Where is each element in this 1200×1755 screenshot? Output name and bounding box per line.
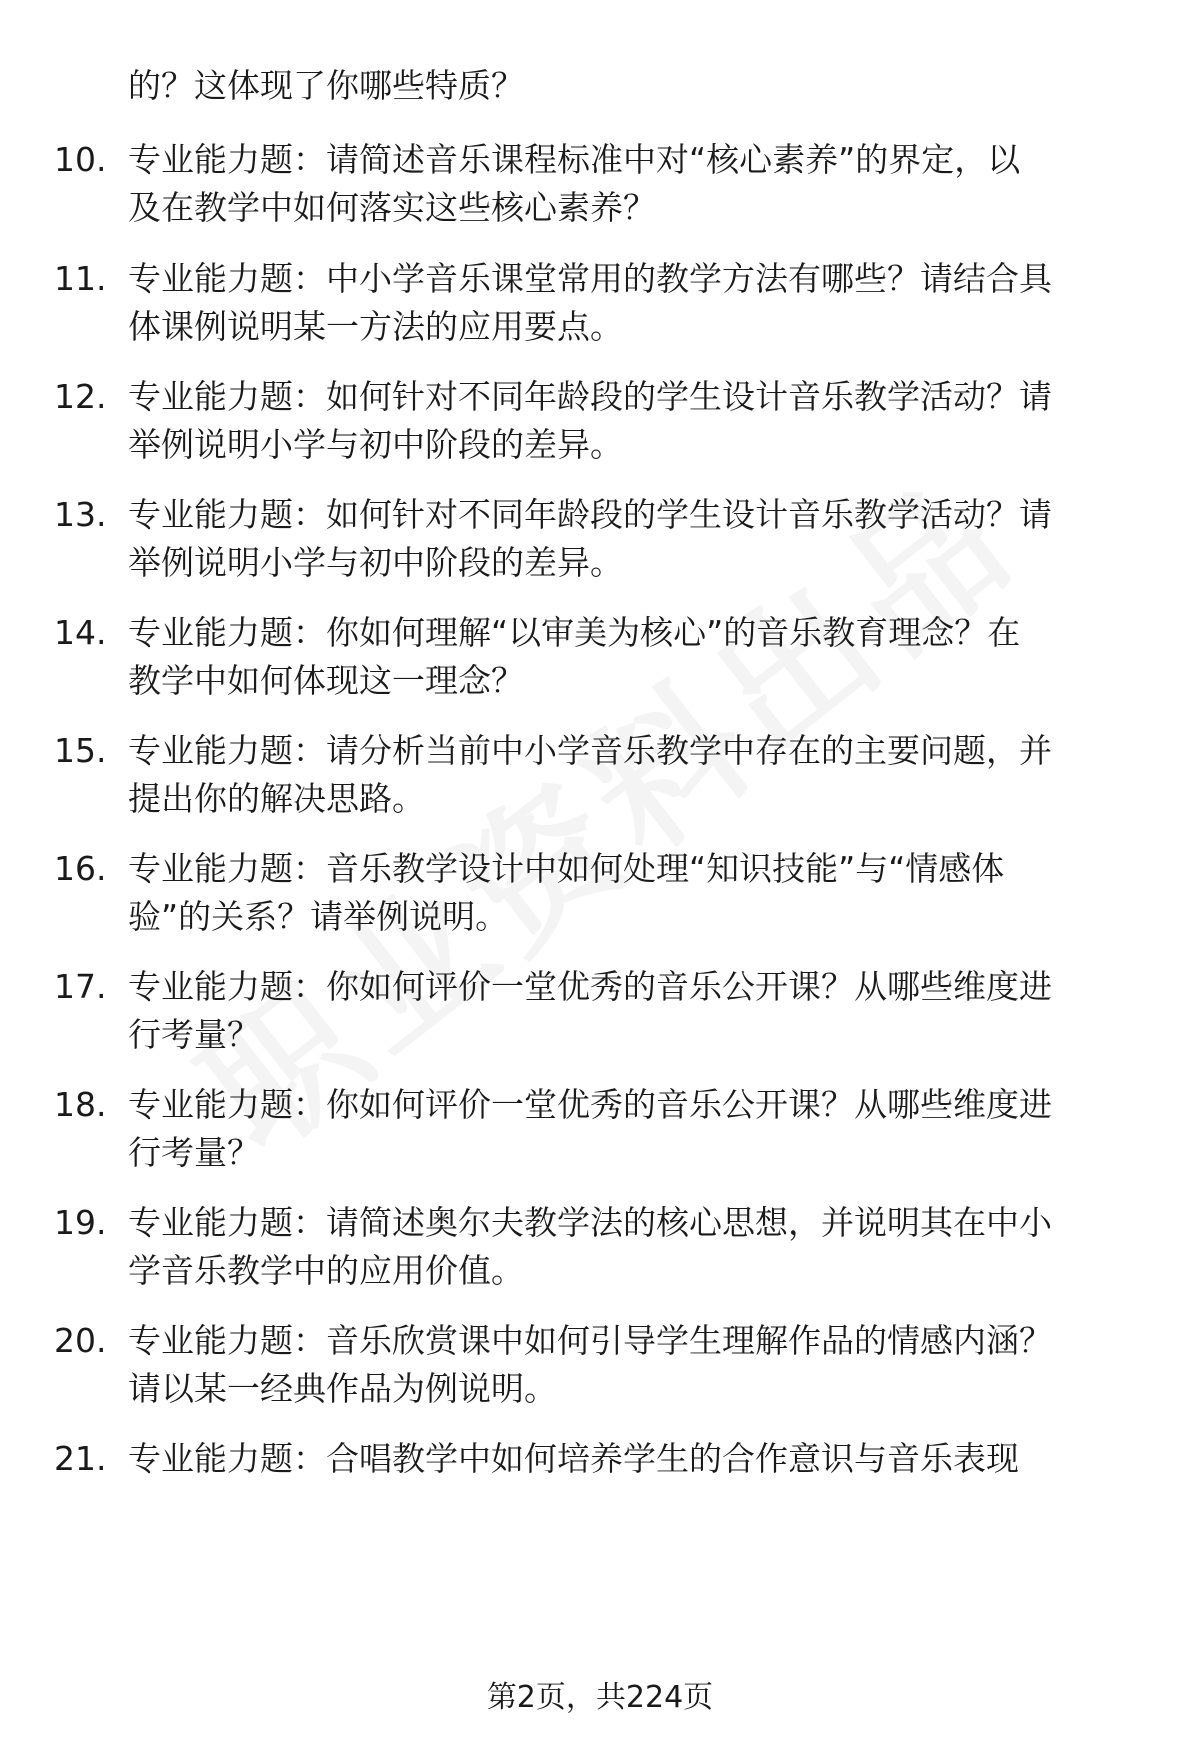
item-text xyxy=(128,1435,1138,1483)
item-text xyxy=(128,373,1138,469)
item-text xyxy=(128,1199,1138,1295)
item-number: 21. xyxy=(54,1439,107,1478)
item-line: 专业能力题：你如何评价一堂优秀的音乐公开课？从哪些维度进 xyxy=(128,1085,1052,1124)
item-line: 专业能力题：音乐欣赏课中如何引导学生理解作品的情感内涵？ xyxy=(128,1321,1052,1360)
item-line: 验”的关系？请举例说明。 xyxy=(128,897,509,936)
item-text xyxy=(128,136,1138,232)
item-text xyxy=(128,491,1138,587)
item-line: 举例说明小学与初中阶段的差异。 xyxy=(128,543,623,582)
continuation-text: 的？这体现了你哪些特质？ xyxy=(128,66,524,105)
item-number: 16. xyxy=(54,849,107,888)
item-text xyxy=(128,845,1138,941)
item-line: 请以某一经典作品为例说明。 xyxy=(128,1369,557,1408)
item-text xyxy=(128,963,1138,1059)
item-number: 15. xyxy=(54,731,107,770)
item-number: 14. xyxy=(54,613,107,652)
item-number: 19. xyxy=(54,1203,107,1242)
item-line: 专业能力题：你如何评价一堂优秀的音乐公开课？从哪些维度进 xyxy=(128,967,1052,1006)
item-line: 专业能力题：请分析当前中小学音乐教学中存在的主要问题，并 xyxy=(128,731,1052,770)
item-number: 10. xyxy=(54,140,107,179)
item-line: 专业能力题：音乐教学设计中如何处理“知识技能”与“情感体 xyxy=(128,849,1005,888)
item-line: 专业能力题：如何针对不同年龄段的学生设计音乐教学活动？请 xyxy=(128,377,1052,416)
item-text xyxy=(128,727,1138,823)
item-line: 及在教学中如何落实这些核心素养？ xyxy=(128,188,656,227)
item-number: 13. xyxy=(54,495,107,534)
item-text xyxy=(128,255,1138,351)
item-line: 专业能力题：请简述音乐课程标准中对“核心素养”的界定，以 xyxy=(128,140,1021,179)
item-line: 体课例说明某一方法的应用要点。 xyxy=(128,307,623,346)
item-line: 学音乐教学中的应用价值。 xyxy=(128,1251,524,1290)
item-number: 17. xyxy=(54,967,107,1006)
item-line: 举例说明小学与初中阶段的差异。 xyxy=(128,425,623,464)
item-line: 教学中如何体现这一理念？ xyxy=(128,661,524,700)
item-line: 专业能力题：请简述奥尔夫教学法的核心思想，并说明其在中小 xyxy=(128,1203,1052,1242)
page-footer: 第2页，共224页 xyxy=(486,1680,714,1715)
item-line: 行考量？ xyxy=(128,1015,260,1054)
item-number: 12. xyxy=(54,377,107,416)
item-number: 11. xyxy=(54,259,107,298)
item-line: 专业能力题：中小学音乐课堂常用的教学方法有哪些？请结合具 xyxy=(128,259,1052,298)
item-number: 18. xyxy=(54,1085,107,1124)
item-line: 专业能力题：你如何理解“以审美为核心”的音乐教育理念？在 xyxy=(128,613,1021,652)
item-line: 行考量？ xyxy=(128,1133,260,1172)
item-line: 提出你的解决思路。 xyxy=(128,779,425,818)
item-text xyxy=(128,1317,1138,1413)
item-text xyxy=(128,609,1138,705)
item-text xyxy=(128,1081,1138,1177)
item-line: 专业能力题：合唱教学中如何培养学生的合作意识与音乐表现 xyxy=(128,1439,1019,1478)
item-line: 专业能力题：如何针对不同年龄段的学生设计音乐教学活动？请 xyxy=(128,495,1052,534)
item-number: 20. xyxy=(54,1321,107,1360)
